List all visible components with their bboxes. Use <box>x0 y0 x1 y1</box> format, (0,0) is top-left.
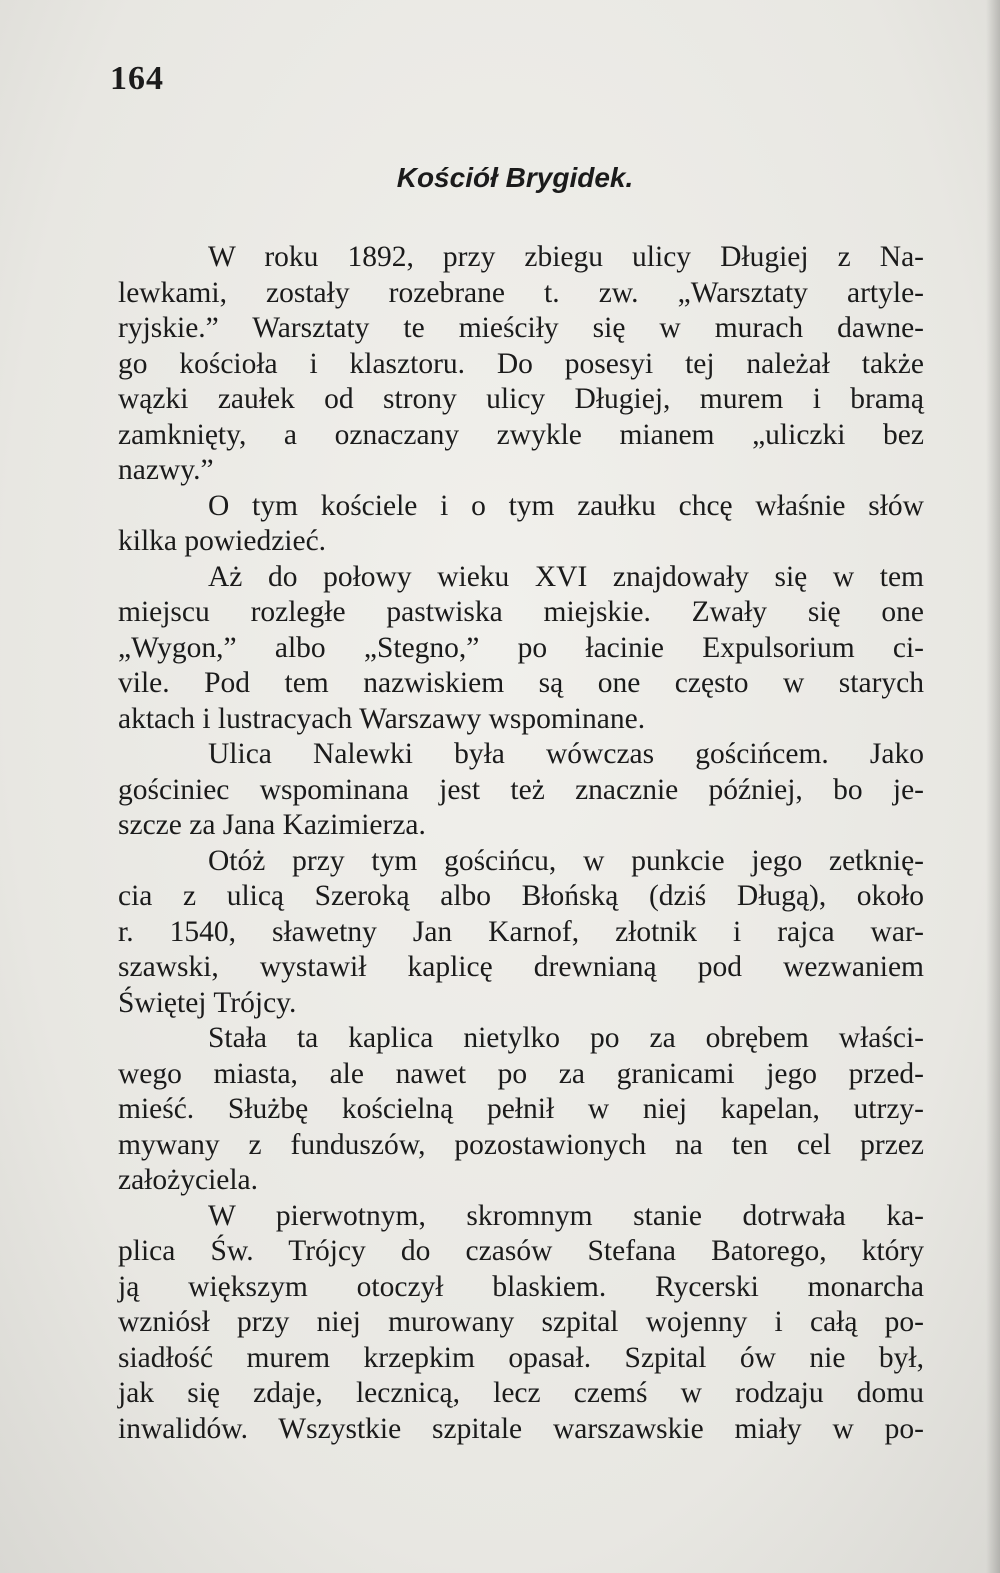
text-line: zamknięty, a oznaczany zwykle mianem „uliczki bez <box>118 418 924 451</box>
text-line: O tym kościele i o tym zaułku chcę właśnie słów <box>208 489 924 522</box>
text-line: mieść. Służbę kościelną pełnił w niej kapelan, utrzy- <box>118 1093 924 1125</box>
text-line: vile. Pod tem nazwiskiem są one często w starych <box>118 667 924 699</box>
text-line: kilka powiedzieć. <box>118 525 327 557</box>
text-line: gościniec wspominana jest też znacznie później, bo je- <box>118 773 924 806</box>
text-line: Ulica Nalewki była wówczas gościńcem. Jako <box>208 738 924 770</box>
text-line: lewkami, zostały rozebrane t. zw. „Warsztaty artyle- <box>118 276 924 309</box>
text-line: wzniósł przy niej murowany szpital wojenny i całą po- <box>118 1306 924 1338</box>
text-line: W roku 1892, przy zbiegu ulicy Długiej z Na- <box>208 241 924 273</box>
text-line: W pierwotnym, skromnym stanie dotrwała ka- <box>208 1199 924 1232</box>
text-line: r. 1540, sławetny Jan Karnof, złotnik i rajca war- <box>118 915 924 948</box>
text-line: go kościoła i klasztoru. Do posesyi tej należał także <box>118 347 924 380</box>
page-number: 164 <box>110 60 164 97</box>
text-line: plica Św. Trójcy do czasów Stefana Batorego, który <box>118 1235 924 1267</box>
text-line: wego miasta, ale nawet po za granicami jego przed- <box>118 1057 924 1090</box>
text-line: nazwy.” <box>118 454 214 486</box>
text-line: szawski, wystawił kaplicę drewnianą pod wezwaniem <box>118 951 924 983</box>
text-line: Aż do połowy wieku XVI znajdowały się w tem <box>208 560 924 593</box>
text-line: wązki zaułek od strony ulicy Długiej, murem i bramą <box>118 383 924 415</box>
text-line: aktach i lustracyach Warszawy wspominane. <box>118 702 646 735</box>
chapter-heading: Kościół Brygidek. <box>396 162 634 193</box>
text-line: cia z ulicą Szeroką albo Błońską (dziś Długą), około <box>118 880 924 912</box>
text-line: inwalidów. Wszystkie szpitale warszawskie miały w po- <box>118 1412 924 1445</box>
text-line: jak się zdaje, lecznicą, lecz czemś w rodzaju domu <box>118 1377 924 1409</box>
text-line: „Wygon,” albo „Stegno,” po łacinie Expulsorium ci- <box>118 631 924 664</box>
text-line: mywany z funduszów, pozostawionych na ten cel przez <box>118 1128 924 1161</box>
text-line: ryjskie.” Warsztaty te mieściły się w murach dawne- <box>118 312 924 344</box>
text-line: Stała ta kaplica nietylko po za obrębem właści- <box>208 1022 924 1054</box>
text-line: szcze za Jana Kazimierza. <box>118 809 426 841</box>
text-line: ją większym otoczył blaskiem. Rycerski monarcha <box>118 1270 924 1303</box>
text-line: miejscu rozległe pastwiska miejskie. Zwały się one <box>118 596 924 628</box>
page-edge-shadow <box>986 0 1000 1573</box>
text-line: założyciela. <box>118 1164 259 1196</box>
body-text <box>118 240 924 1447</box>
text-line: siadłość murem krzepkim opasał. Szpital ów nie był, <box>118 1341 924 1374</box>
text-line: Otóż przy tym gościńcu, w punkcie jego zetknię- <box>208 844 924 877</box>
text-line: Świętej Trójcy. <box>118 986 297 1019</box>
